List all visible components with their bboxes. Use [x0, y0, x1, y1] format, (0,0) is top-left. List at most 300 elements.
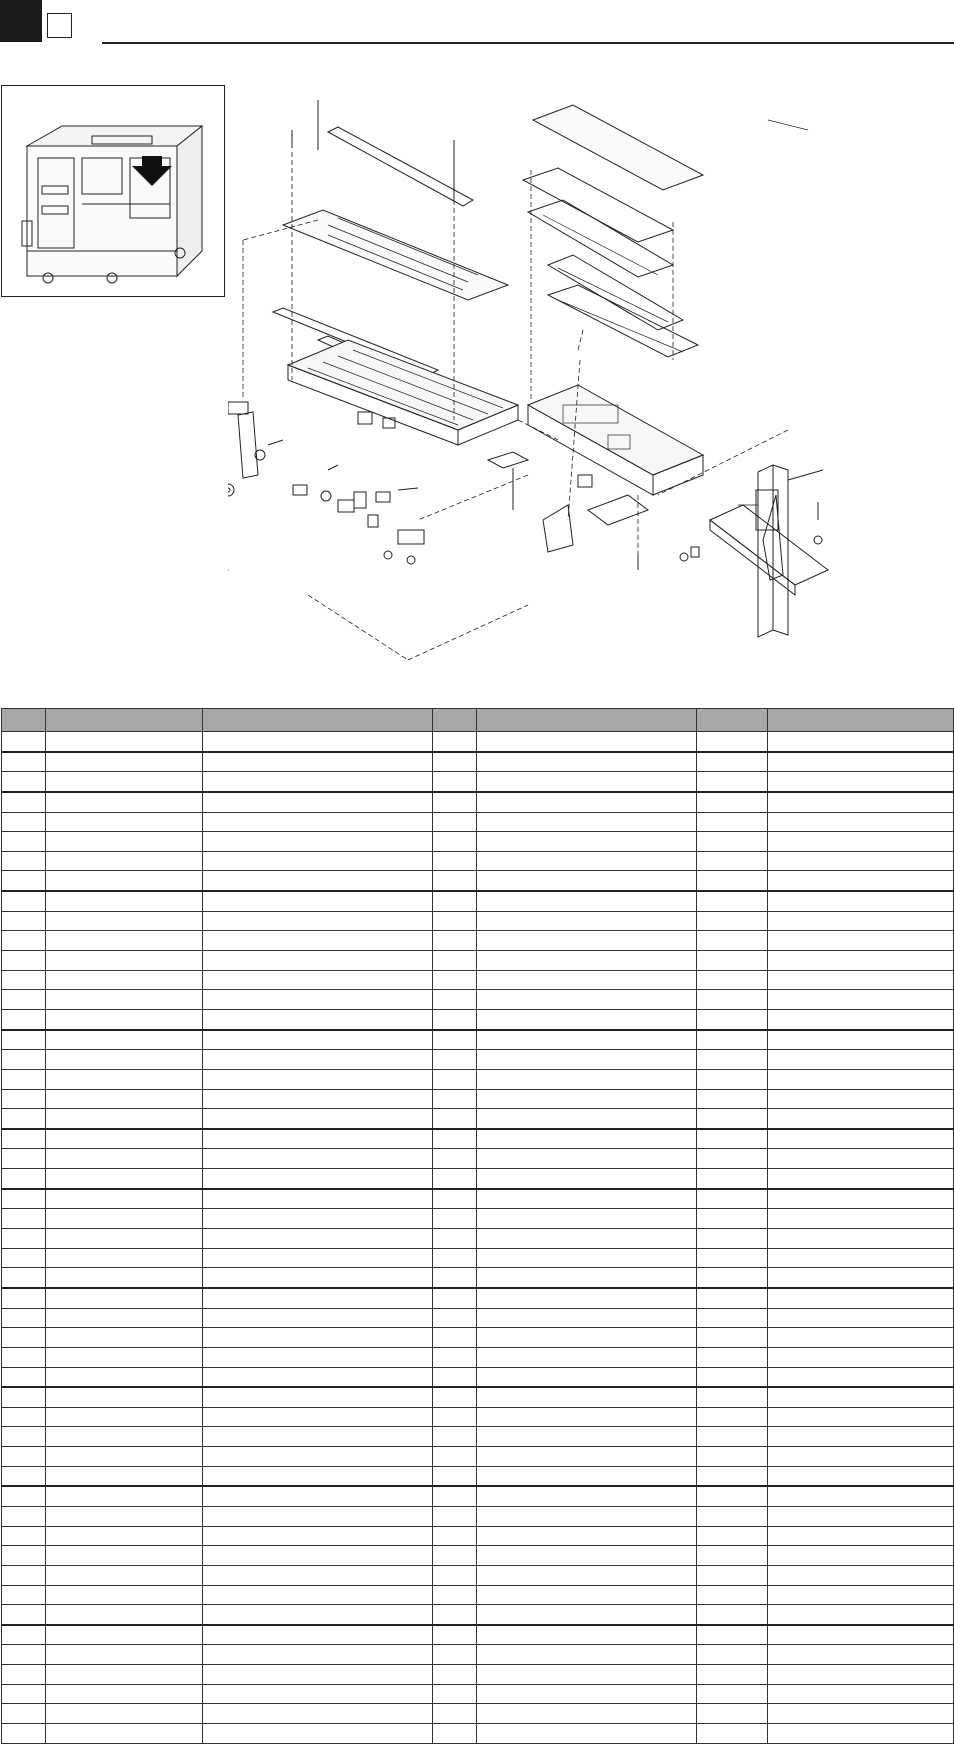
table-cell — [433, 1347, 477, 1367]
table-cell — [768, 1546, 954, 1566]
table-row — [2, 1069, 954, 1089]
table-cell — [433, 1169, 477, 1189]
table-cell — [477, 1645, 697, 1665]
table-cell — [768, 1585, 954, 1605]
table-cell — [768, 1069, 954, 1089]
table-cell — [2, 990, 46, 1010]
table-cell — [46, 1526, 203, 1546]
table-cell — [2, 1367, 46, 1387]
table-cell — [768, 1229, 954, 1249]
table-cell — [697, 772, 768, 792]
table-cell — [768, 1209, 954, 1229]
table-cell — [697, 1506, 768, 1526]
table-cell — [433, 1447, 477, 1467]
table-cell — [477, 1009, 697, 1029]
table-cell — [768, 1447, 954, 1467]
table-cell — [46, 951, 203, 971]
table-cell — [768, 1169, 954, 1189]
table-row — [2, 1585, 954, 1605]
table-cell — [2, 1089, 46, 1109]
table-cell — [203, 970, 433, 990]
table-cell — [2, 911, 46, 931]
table-cell — [46, 1030, 203, 1050]
table-cell — [203, 911, 433, 931]
table-cell — [203, 1109, 433, 1129]
table-cell — [2, 951, 46, 971]
table-cell — [433, 1030, 477, 1050]
table-row — [2, 1089, 954, 1109]
table-cell — [477, 1665, 697, 1685]
table-cell — [2, 871, 46, 891]
table-cell — [203, 732, 433, 752]
table-cell — [433, 1189, 477, 1209]
table-cell — [477, 1169, 697, 1189]
table-header-row — [2, 709, 954, 732]
table-cell — [697, 990, 768, 1010]
table-cell — [768, 1030, 954, 1050]
table-cell — [2, 752, 46, 772]
table-cell — [2, 1050, 46, 1070]
table-cell — [46, 871, 203, 891]
column-header — [203, 709, 433, 732]
table-cell — [477, 1546, 697, 1566]
table-cell — [697, 792, 768, 812]
table-row — [2, 1129, 954, 1149]
table-cell — [203, 1546, 433, 1566]
table-row — [2, 1387, 954, 1407]
table-cell — [477, 1387, 697, 1407]
table-cell — [2, 1466, 46, 1486]
table-cell — [433, 990, 477, 1010]
table-cell — [433, 792, 477, 812]
table-cell — [768, 1109, 954, 1129]
table-cell — [46, 772, 203, 792]
table-cell — [477, 1447, 697, 1467]
table-row — [2, 1189, 954, 1209]
table-cell — [768, 1605, 954, 1625]
table-row — [2, 1268, 954, 1288]
table-cell — [2, 1546, 46, 1566]
table-cell — [46, 1149, 203, 1169]
table-cell — [697, 1625, 768, 1645]
table-cell — [46, 1069, 203, 1089]
table-cell — [2, 1129, 46, 1149]
table-cell — [2, 1149, 46, 1169]
table-cell — [433, 970, 477, 990]
table-cell — [433, 1704, 477, 1724]
table-cell — [2, 732, 46, 752]
table-cell — [203, 832, 433, 852]
table-cell — [46, 752, 203, 772]
table-cell — [203, 1704, 433, 1724]
table-cell — [697, 1009, 768, 1029]
table-cell — [203, 1367, 433, 1387]
table-cell — [2, 1347, 46, 1367]
table-row — [2, 1427, 954, 1447]
table-cell — [46, 1248, 203, 1268]
table-cell — [477, 1466, 697, 1486]
table-cell — [768, 1724, 954, 1744]
table-cell — [46, 1288, 203, 1308]
table-cell — [203, 1605, 433, 1625]
table-row — [2, 871, 954, 891]
table-row — [2, 931, 954, 951]
table-cell — [697, 1447, 768, 1467]
table-cell — [477, 1486, 697, 1506]
table-cell — [697, 1209, 768, 1229]
column-header — [46, 709, 203, 732]
table-cell — [46, 1427, 203, 1447]
table-cell — [477, 1526, 697, 1546]
table-cell — [46, 891, 203, 911]
table-cell — [2, 931, 46, 951]
table-cell — [697, 891, 768, 911]
table-cell — [203, 772, 433, 792]
table-cell — [46, 1447, 203, 1467]
machine-overview-icon — [2, 86, 223, 295]
table-cell — [46, 1645, 203, 1665]
table-row — [2, 951, 954, 971]
table-cell — [46, 1189, 203, 1209]
table-row — [2, 832, 954, 852]
table-cell — [433, 1645, 477, 1665]
table-cell — [46, 1229, 203, 1249]
table-cell — [433, 951, 477, 971]
table-cell — [768, 871, 954, 891]
table-cell — [2, 1169, 46, 1189]
column-header — [768, 709, 954, 732]
table-cell — [203, 1407, 433, 1427]
table-cell — [477, 832, 697, 852]
table-row — [2, 1030, 954, 1050]
table-cell — [697, 1069, 768, 1089]
table-cell — [433, 1407, 477, 1427]
table-cell — [697, 1466, 768, 1486]
table-cell — [477, 1328, 697, 1348]
table-cell — [203, 951, 433, 971]
table-row — [2, 792, 954, 812]
table-cell — [203, 1506, 433, 1526]
table-cell — [697, 1684, 768, 1704]
table-cell — [433, 1248, 477, 1268]
table-cell — [768, 1427, 954, 1447]
table-cell — [203, 1427, 433, 1447]
table-cell — [433, 1665, 477, 1685]
table-cell — [697, 851, 768, 871]
table-cell — [203, 792, 433, 812]
table-cell — [46, 1347, 203, 1367]
table-cell — [203, 752, 433, 772]
table-cell — [768, 951, 954, 971]
table-cell — [203, 1328, 433, 1348]
table-cell — [697, 1645, 768, 1665]
table-cell — [477, 1288, 697, 1308]
table-cell — [203, 1050, 433, 1070]
table-cell — [768, 931, 954, 951]
table-cell — [477, 851, 697, 871]
table-cell — [697, 1268, 768, 1288]
table-cell — [477, 1565, 697, 1585]
table-cell — [768, 1704, 954, 1724]
table-cell — [697, 1288, 768, 1308]
table-cell — [46, 732, 203, 752]
table-cell — [46, 1585, 203, 1605]
table-cell — [697, 970, 768, 990]
table-row — [2, 1704, 954, 1724]
table-cell — [768, 1089, 954, 1109]
table-cell — [433, 1506, 477, 1526]
table-cell — [768, 1268, 954, 1288]
table-cell — [46, 812, 203, 832]
table-row — [2, 1625, 954, 1645]
table-cell — [697, 1526, 768, 1546]
table-cell — [697, 1030, 768, 1050]
table-cell — [2, 1704, 46, 1724]
table-cell — [46, 911, 203, 931]
table-cell — [433, 1149, 477, 1169]
table-cell — [768, 1387, 954, 1407]
table-cell — [2, 1724, 46, 1744]
table-cell — [433, 812, 477, 832]
table-cell — [46, 1050, 203, 1070]
table-row — [2, 1149, 954, 1169]
table-row — [2, 1506, 954, 1526]
table-cell — [46, 931, 203, 951]
table-cell — [477, 1684, 697, 1704]
parts-list-table — [1, 708, 954, 1744]
table-cell — [697, 1248, 768, 1268]
table-cell — [433, 1387, 477, 1407]
table-cell — [697, 951, 768, 971]
table-cell — [768, 1367, 954, 1387]
table-cell — [46, 1665, 203, 1685]
table-cell — [433, 1684, 477, 1704]
table-cell — [433, 851, 477, 871]
table-cell — [768, 1189, 954, 1209]
table-cell — [477, 1308, 697, 1328]
table-cell — [2, 792, 46, 812]
table-cell — [433, 871, 477, 891]
table-cell — [2, 832, 46, 852]
table-cell — [203, 1387, 433, 1407]
section-tab-box — [47, 13, 72, 38]
table-cell — [2, 891, 46, 911]
table-cell — [768, 891, 954, 911]
table-cell — [2, 1248, 46, 1268]
table-cell — [768, 970, 954, 990]
table-cell — [433, 1308, 477, 1328]
table-cell — [2, 1605, 46, 1625]
table-cell — [477, 951, 697, 971]
table-cell — [203, 990, 433, 1010]
table-row — [2, 1407, 954, 1427]
table-cell — [768, 1466, 954, 1486]
table-row — [2, 1605, 954, 1625]
table-cell — [477, 1367, 697, 1387]
table-cell — [2, 1427, 46, 1447]
table-row — [2, 1526, 954, 1546]
table-cell — [697, 1565, 768, 1585]
table-cell — [2, 851, 46, 871]
table-cell — [46, 1009, 203, 1029]
table-cell — [697, 1328, 768, 1348]
table-cell — [2, 1308, 46, 1328]
table-cell — [697, 1724, 768, 1744]
table-cell — [2, 1268, 46, 1288]
table-cell — [433, 832, 477, 852]
table-cell — [768, 1009, 954, 1029]
table-cell — [2, 812, 46, 832]
table-cell — [697, 1149, 768, 1169]
table-cell — [203, 1189, 433, 1209]
table-cell — [697, 1665, 768, 1685]
table-cell — [768, 772, 954, 792]
table-cell — [477, 1605, 697, 1625]
table-cell — [203, 812, 433, 832]
table-cell — [477, 792, 697, 812]
table-cell — [477, 1069, 697, 1089]
table-cell — [477, 1189, 697, 1209]
table-cell — [203, 1565, 433, 1585]
table-cell — [433, 1050, 477, 1070]
table-row — [2, 1367, 954, 1387]
table-cell — [768, 911, 954, 931]
table-row — [2, 1050, 954, 1070]
table-cell — [697, 1585, 768, 1605]
table-cell — [477, 732, 697, 752]
table-row — [2, 1248, 954, 1268]
table-row — [2, 1328, 954, 1348]
table-row — [2, 1169, 954, 1189]
table-cell — [697, 931, 768, 951]
table-cell — [2, 1229, 46, 1249]
table-cell — [2, 1565, 46, 1585]
table-cell — [433, 891, 477, 911]
table-cell — [477, 772, 697, 792]
table-cell — [477, 871, 697, 891]
table-row — [2, 1466, 954, 1486]
table-cell — [2, 970, 46, 990]
table-cell — [768, 851, 954, 871]
table-cell — [433, 1486, 477, 1506]
section-tab-dark — [0, 0, 42, 42]
table-cell — [203, 1347, 433, 1367]
table-cell — [46, 1486, 203, 1506]
table-cell — [2, 1526, 46, 1546]
table-cell — [697, 1486, 768, 1506]
table-cell — [768, 1407, 954, 1427]
table-cell — [477, 1585, 697, 1605]
table-cell — [203, 1169, 433, 1189]
table-cell — [2, 1009, 46, 1029]
table-cell — [203, 1486, 433, 1506]
table-cell — [46, 1684, 203, 1704]
table-cell — [697, 1050, 768, 1070]
table-cell — [768, 1665, 954, 1685]
table-cell — [768, 1645, 954, 1665]
table-cell — [2, 1069, 46, 1089]
table-cell — [203, 1268, 433, 1288]
table-cell — [203, 891, 433, 911]
table-row — [2, 1546, 954, 1566]
table-cell — [477, 970, 697, 990]
table-cell — [433, 1129, 477, 1149]
table-cell — [477, 1209, 697, 1229]
table-cell — [2, 1030, 46, 1050]
table-cell — [477, 990, 697, 1010]
table-cell — [46, 1625, 203, 1645]
table-cell — [2, 1684, 46, 1704]
table-cell — [46, 1387, 203, 1407]
table-cell — [46, 851, 203, 871]
table-cell — [477, 1407, 697, 1427]
table-cell — [46, 1109, 203, 1129]
table-cell — [697, 1089, 768, 1109]
table-cell — [697, 1347, 768, 1367]
table-row — [2, 1308, 954, 1328]
exploded-parts-drawing — [228, 100, 954, 680]
table-cell — [768, 1129, 954, 1149]
table-cell — [768, 1149, 954, 1169]
table-cell — [203, 1447, 433, 1467]
table-row — [2, 1447, 954, 1467]
table-row — [2, 851, 954, 871]
table-cell — [477, 752, 697, 772]
table-cell — [203, 1009, 433, 1029]
table-cell — [768, 1625, 954, 1645]
table-cell — [697, 1704, 768, 1724]
table-cell — [433, 1209, 477, 1229]
table-cell — [477, 1704, 697, 1724]
table-cell — [477, 1625, 697, 1645]
table-cell — [203, 1209, 433, 1229]
table-cell — [46, 832, 203, 852]
table-cell — [768, 1486, 954, 1506]
table-cell — [203, 1248, 433, 1268]
table-cell — [2, 772, 46, 792]
table-cell — [477, 1129, 697, 1149]
table-cell — [768, 1308, 954, 1328]
table-row — [2, 1288, 954, 1308]
table-cell — [697, 1169, 768, 1189]
table-row — [2, 1209, 954, 1229]
table-cell — [203, 1308, 433, 1328]
table-cell — [2, 1209, 46, 1229]
table-cell — [46, 1565, 203, 1585]
table-cell — [477, 1089, 697, 1109]
table-cell — [697, 812, 768, 832]
machine-overview-inset — [1, 85, 225, 297]
table-cell — [2, 1447, 46, 1467]
table-row — [2, 1347, 954, 1367]
table-cell — [46, 1506, 203, 1526]
table-cell — [46, 1724, 203, 1744]
table-row — [2, 772, 954, 792]
table-cell — [203, 1149, 433, 1169]
table-cell — [768, 1347, 954, 1367]
column-header — [697, 709, 768, 732]
table-cell — [433, 1229, 477, 1249]
table-cell — [46, 1546, 203, 1566]
table-cell — [697, 1308, 768, 1328]
table-cell — [433, 1367, 477, 1387]
table-cell — [697, 832, 768, 852]
table-cell — [697, 911, 768, 931]
table-cell — [203, 931, 433, 951]
table-cell — [46, 1129, 203, 1149]
table-cell — [433, 911, 477, 931]
table-row — [2, 812, 954, 832]
